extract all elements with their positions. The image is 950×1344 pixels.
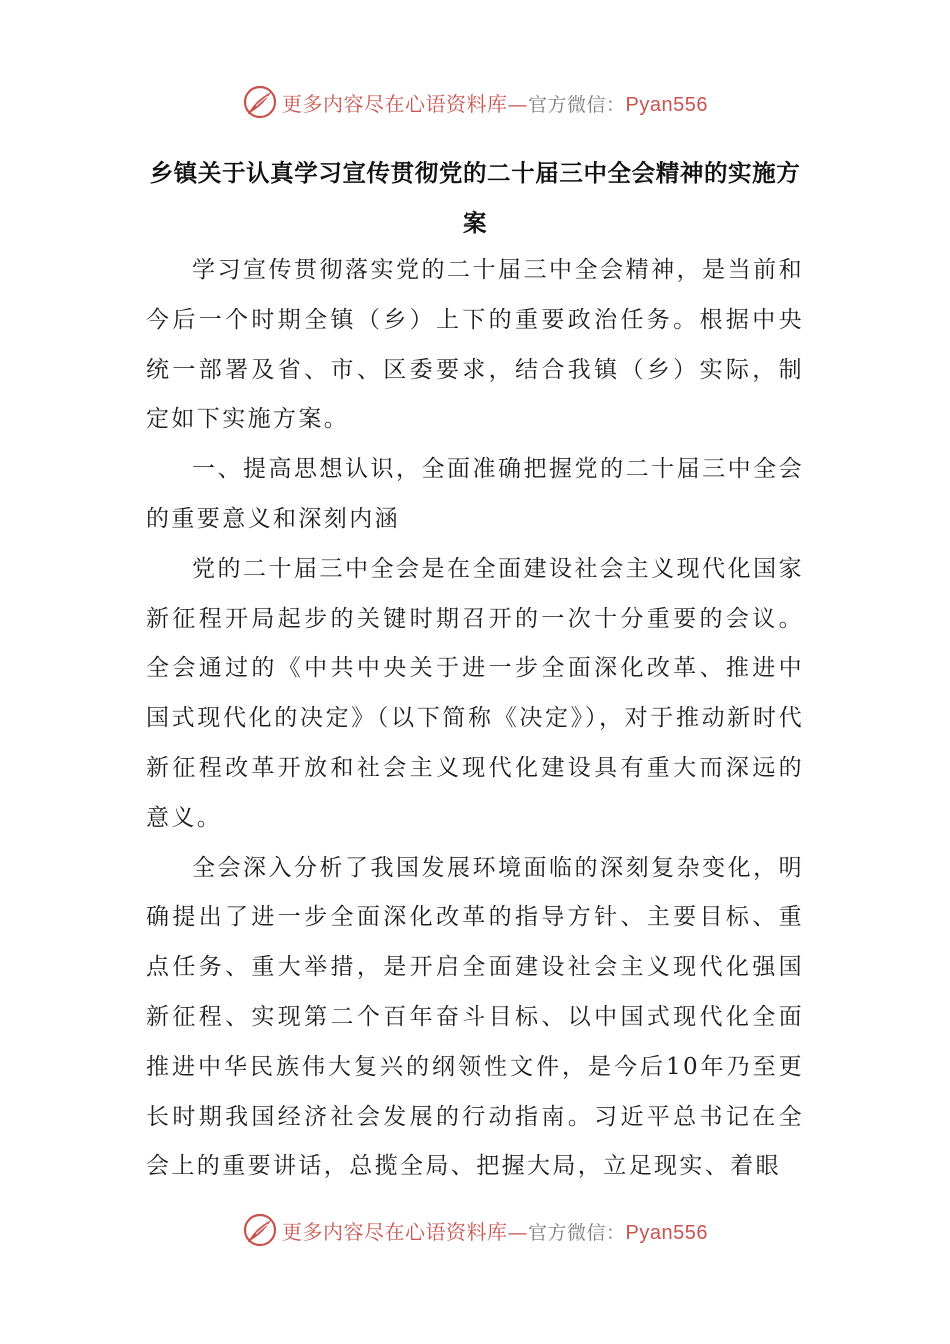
paragraph-plenum-significance: 党的二十届三中全会是在全面建设社会主义现代化国家新征程开局起步的关键时期召开的一次十分重要的会议。全会通过的《中共中央关于进一步全面深化改革、推进中国式现代化的决定》（以下简称《决定》），对于推动新时代新征程改革开放和社会主义现代化建设具有重大而深远的意义。 (146, 555, 804, 831)
document-body (146, 246, 804, 1192)
banner-wechat-id: Pyan556 (625, 93, 708, 116)
banner-wechat-id: Pyan556 (625, 1221, 708, 1244)
banner-main-text: 更多内容尽在心语资料库— (282, 91, 528, 116)
quill-logo-icon (242, 1212, 278, 1248)
banner-text (282, 1216, 708, 1245)
banner-wechat-label: 官方微信： (528, 1221, 626, 1244)
paragraph-intro: 学习宣传贯彻落实党的二十届三中全会精神，是当前和今后一个时期全镇（乡）上下的重要政治任务。根据中央统一部署及省、市、区委要求，结合我镇（乡）实际，制定如下实施方案。 (146, 257, 804, 433)
document-title: 乡镇关于认真学习宣传贯彻党的二十届三中全会精神的实施方案 (149, 159, 801, 237)
footer-banner (0, 1208, 950, 1252)
paragraph-plenum-analysis: 全会深入分析了我国发展环境面临的深刻复杂变化，明确提出了进一步全面深化改革的指导方针、主要目标、重点任务、重大举措，是开启全面建设社会主义现代化强国新征程、实现第二个百年奋斗目标、以中国式现代化全面推进中华民族伟大复兴的纲领性文件，是今后10年乃至更长时期我国经济社会发展的行动指南。习近平总书记在全会上的重要讲话，总揽全局、把握大局，立足现实、着眼 (146, 854, 804, 1180)
section-heading-1: 一、提高思想认识，全面准确把握党的二十届三中全会的重要意义和深刻内涵 (146, 456, 804, 532)
quill-logo-icon (242, 84, 278, 120)
banner-text (282, 88, 708, 117)
header-banner (0, 80, 950, 124)
banner-wechat-label: 官方微信： (528, 93, 626, 116)
banner-main-text: 更多内容尽在心语资料库— (282, 1219, 528, 1244)
